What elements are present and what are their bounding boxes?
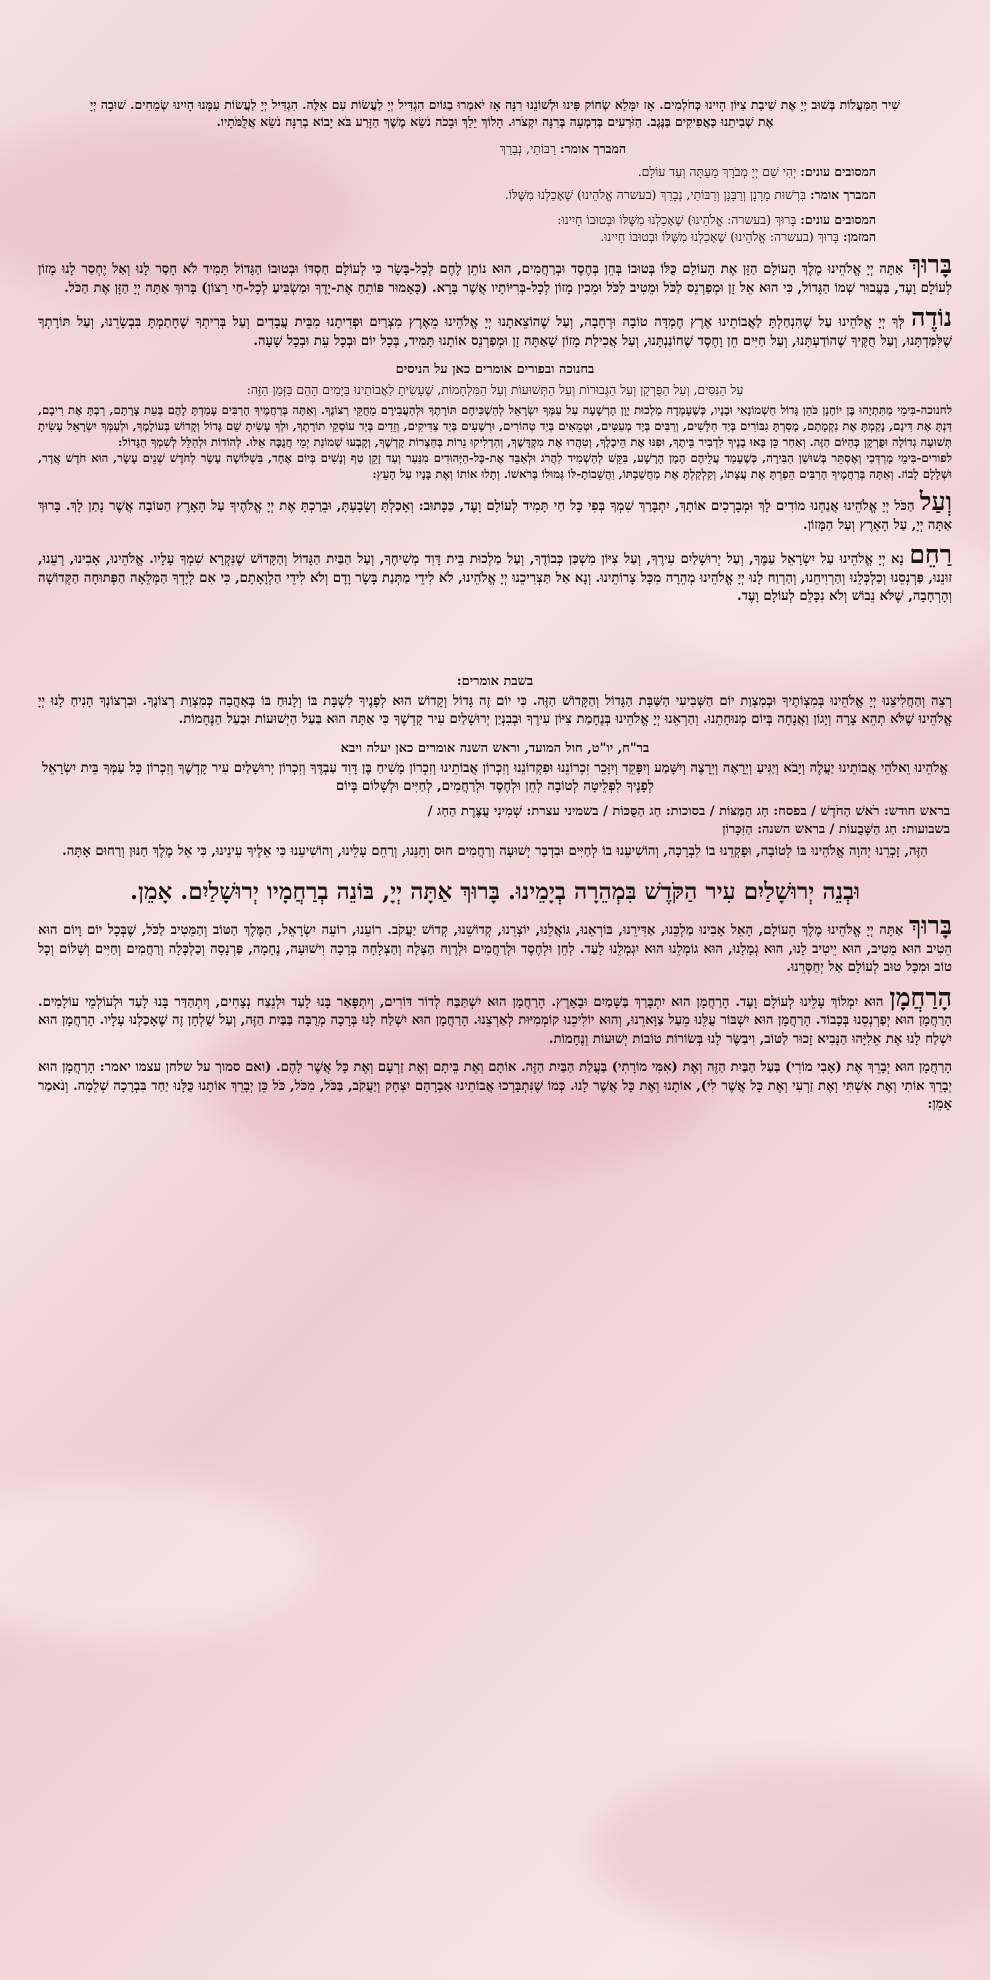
paragraph-text: בִּימֵי מַתִּתְיָהוּ בֶּן יוֹחָנָן כֹּהֵן גָּדוֹל חַשְׁמוֹנָאִי וּבָנָיו, כְּשֶׁעָמְדָה מַלְכוּת יָוָן הָרְשָׁעָה עַל עַמְּךָ יִשְׂרָאֵל לְהַשְׁכִּיחָם תּוֹרָתֶךָ וּלְהַעֲבִירָם מֵחֻקֵּי רְצוֹנֶךָ. וְאַתָּה בְּרַחֲמֶיךָ הָרַבִּים עָמַדְתָּ לָהֶם בְּעֵת צָרָתָם, רַבְתָּ אֶת רִיבָם, דַּנְתָּ אֶת דִּינָם, נָקַמְתָּ אֶת נִקְמָתָם, מָסַרְתָּ גִבּוֹרִים בְּיַד חַלָּשִׁים, וְרַבִּים בְּיַד מְעַטִּים, וּטְמֵאִים בְּיַד טְהוֹרִים, וּרְשָׁעִים בְּיַד צַדִּיקִים, וְזֵדִים בְּיַד עוֹסְקֵי תוֹרָתֶךָ, וּלְךָ עָשִׂיתָ שֵׁם גָּדוֹל וְקָדוֹשׁ בְּעוֹלָמֶךָ, וּלְעַמְּךָ יִשְׂרָאֵל עָשִׂיתָ תְּשׁוּעָה גְדוֹלָה וּפֻרְקָן כְּהַיּוֹם הַזֶּה. וְאַחַר כֵּן בָּאוּ בָנֶיךָ לִדְבִיר בֵּיתֶךָ, וּפִנּוּ אֶת הֵיכָלֶךָ, וְטִהֲרוּ אֶת מִקְדָּשֶׁךָ, וְהִדְלִיקוּ נֵרוֹת בְּחַצְרוֹת קָדְשֶׁךָ, וְקָבְעוּ שְׁמוֹנַת יְמֵי חֲנֻכָּה אֵלּוּ. לְהוֹדוֹת וּלְהַלֵּל לְשִׁמְךָ הַגָּדוֹל: [38, 403, 952, 449]
retzeh-paragraph: רְצֵה וְהַחֲלִיצֵנוּ יְיָ אֱלֹהֵינוּ בְּמִצְוֹתֶיךָ וּבְמִצְוַת יוֹם הַשְּׁבִיעִי הַשַּׁבָּת הַגָּדוֹל וְהַקָּדוֹשׁ הַזֶּה. כִּי יוֹם זֶה גָּדוֹל וְקָדוֹשׁ הוּא לְפָנֶיךָ לִשְׁבָּת בּוֹ וְלָנוּחַ בּוֹ בְּאַהֲבָה כְּמִצְוַת רְצוֹנֶךָ. וּבִרְצוֹנְךָ הָנִיחַ לָנוּ יְיָ אֱלֹהֵינוּ שֶׁלֹּא תְהֵא צָרָה וְיָגוֹן וַאֲנָחָה בְּיוֹם מְנוּחָתֵנוּ. וְהַרְאֵנוּ יְיָ אֱלֹהֵינוּ בְּנֶחָמַת צִיּוֹן עִירֶךָ וּבְבִנְיַן יְרוּשָׁלַיִם עִיר קָדְשֶׁךָ כִּי אַתָּה הוּא בַּעַל הַיְשׁוּעוֹת וּבַעַל הַנֶּחָמוֹת. [38, 693, 952, 727]
opening-word: הָרַחֲמָן [889, 982, 952, 1012]
paragraph-text: נָא יְיָ אֱלֹהֵינוּ עַל יִשְׂרָאֵל עַמֶּךָ, וְעַל יְרוּשָׁלַיִם עִירֶךָ, וְעַל צִיּוֹן מִשְׁכַּן כְּבוֹדֶךָ, וְעַל מַלְכוּת בֵּית דָּוִד מְשִׁיחֶךָ, וְעַל הַבַּיִת הַגָּדוֹל וְהַקָּדוֹשׁ שֶׁנִּקְרָא שִׁמְךָ עָלָיו. אֱלֹהֵינוּ, אָבִינוּ, רְעֵנוּ, זוּנֵנוּ, פַּרְנְסֵנוּ וְכַלְכְּלֵנוּ וְהַרְוִיחֵנוּ, וְהַרְוַח לָנוּ יְיָ אֱלֹהֵינוּ מְהֵרָה מִכָּל צָרוֹתֵינוּ. וְנָא אַל תַּצְרִיכֵנוּ יְיָ אֱלֹהֵינוּ, לֹא לִידֵי מַתְּנַת בָּשָׂר וָדָם וְלֹא לִידֵי הַלְוָאָתָם, כִּי אִם לְיָדְךָ הַמְּלֵאָה הַפְּתוּחָה הַקְּדוֹשָׁה וְהָרְחָבָה, שֶׁלֹּא נֵבוֹשׁ וְלֹא נִכָּלֵם לְעוֹלָם וָעֶד. [38, 552, 952, 604]
zimun-text: רַבּוֹתַי, נְבָרֵךְ [499, 141, 556, 156]
opening-word: נוֹדֶה [911, 303, 952, 332]
paragraph-label: לחנוכה- [915, 403, 952, 417]
zimun-section [38, 140, 952, 245]
veal-hakol-paragraph [38, 487, 952, 535]
yaaleh-vyavo-paragraph: אֱלֹהֵינוּ וֵאלֹהֵי אֲבוֹתֵינוּ יַעֲלֶה וְיָבֹא וְיַגִּיעַ וְיֵרָאֶה וְיֵרָצֶה וְיִשָּׁמַע וְיִפָּקֵד וְיִזָּכֵר זִכְרוֹנֵנוּ וּפִקְדוֹנֵנוּ וְזִכְרוֹן אֲבוֹתֵינוּ וְזִכְרוֹן מָשִׁיחַ בֶּן דָּוִד עַבְדֶּךָ וְזִכְרוֹן יְרוּשָׁלַיִם עִיר קָדְשֶׁךָ וְזִכְרוֹן כָּל עַמְּךָ בֵּית יִשְׂרָאֵל לְפָנֶיךָ לִפְלֵיטָה לְטוֹבָה לְחֵן וּלְחֶסֶד וּלְרַחֲמִים, לְחַיִּים וּלְשָׁלוֹם בְּיוֹם [42, 760, 948, 794]
zimun-label: המברך אומר: [559, 141, 626, 156]
paragraph-text: הַכֹּל יְיָ אֱלֹהֵינוּ אֲנַחְנוּ מוֹדִים לָךְ וּמְבָרְכִים אוֹתָךְ, יִתְבָּרַךְ שִׁמְךָ בְּפִי כָּל חַי תָּמִיד לְעוֹלָם וָעֶד, כַּכָּתוּב: וְאָכַלְתָּ וְשָׂבָעְתָּ, וּבֵרַכְתָּ אֶת יְיָ אֱלֹהֶיךָ עַל הָאָרֶץ הַטּוֹבָה אֲשֶׁר נָתַן לָךְ. בָּרוּךְ אַתָּה יְיָ, עַל הָאָרֶץ וְעַל הַמָּזוֹן. [38, 499, 952, 533]
paragraph-text: בִּימֵי מָרְדְּכַי וְאֶסְתֵּר בְּשׁוּשַׁן הַבִּירָה, כְּשֶׁעָמַד עֲלֵיהֶם הָמָן הָרָשָׁע, בִּקֵּשׁ לְהַשְׁמִיד לַהֲרֹג וּלְאַבֵּד אֶת-כָּל-הַיְּהוּדִים מִנַּעַר וְעַד זָקֵן טַף וְנָשִׁים בְּיוֹם אֶחָד, בִּשְׁלוֹשָׁה עָשָׂר לְחֹדֶשׁ שְׁנֵים עָשָׂר, הוּא חֹדֶשׁ אֲדָר, וּשְׁלָלָם לָבוֹז. וְאַתָּה בְּרַחֲמֶיךָ הָרַבִּים הֵפַרְתָּ אֶת עֲצָתוֹ, וְקִלְקַלְתָּ אֶת מַחֲשַׁבְתּוֹ, וַהֲשֵׁבוֹתָ-לּוֹ גְּמוּלוֹ בְּרֹאשׁוֹ. וְתָלוּ אוֹתוֹ וְאֶת בָּנָיו עַל הָעֵץ: [38, 451, 952, 481]
baruch-hatov-paragraph [38, 911, 952, 978]
nodeh-paragraph [38, 303, 952, 351]
zimun-text: בָּרוּךְ (בעשרה: אֱלֹהֵינוּ) שֶׁאָכַלְנוּ מִשֶּׁלּוֹ וּבְטוּבוֹ חָיִינוּ. [600, 229, 840, 244]
purim-paragraph [38, 450, 952, 482]
chanukah-purim-header: בחנוכה ובפורים אומרים כאן על הניסים [395, 362, 595, 377]
zimun-line [114, 211, 876, 228]
zimun-line [114, 186, 876, 203]
zimun-text: בָּרוּךְ (בעשרה: אֱלֹהֵינוּ) שֶׁאָכַלְנוּ מִשֶּׁלּוֹ וּבְטוּבוֹ חָיִינוּ: [557, 212, 797, 227]
zimun-label: המסובים עונים: [800, 212, 876, 227]
shabbat-header: בשבת אומרים: [456, 673, 534, 689]
al-hanisim-intro: עַל הַנִּסִּים, וְעַל הַפֻּרְקָן וְעַל הַגְּבוּרוֹת וְעַל הַתְּשׁוּעוֹת וְעַל הַמִּלְחָמוֹת, שֶׁעָשִׂיתָ לַאֲבוֹתֵינוּ בַּיָּמִים הָהֵם בַּזְּמַן הַזֶּה: [246, 382, 744, 397]
zimun-line [114, 163, 876, 180]
yaaleh-vyavo-header: בר"ח, יו"ט, חול המועד, וראש השנה אומרים כאן יעלה ויבא [340, 740, 650, 756]
holiday-list: בשבועות: חַג הַשָּׁבֻעוֹת / בראש השנה: הַזִּכָּרוֹן [722, 821, 950, 837]
paragraph-text: אַתָּה יְיָ אֱלֹהֵינוּ מֶלֶךְ הָעוֹלָם, הָאֵל אָבִינוּ מַלְכֵּנוּ, אַדִּירֵנוּ, בּוֹרְאֵנוּ, גּוֹאֲלֵנוּ, יוֹצְרֵנוּ, קְדוֹשֵׁנוּ, קְדוֹשׁ יַעֲקֹב. רוֹעֵנוּ, רוֹעֵה יִשְׂרָאֵל, הַמֶּלֶךְ הַטּוֹב וְהַמֵּטִיב לַכֹּל, שֶׁבְּכָל יוֹם וָיוֹם הוּא הֵטִיב הוּא מֵטִיב, הוּא יֵיטִיב לָנוּ, הוּא גְמָלָנוּ, הוּא גוֹמְלֵנוּ הוּא יִגְמְלֵנוּ לָעַד. לְחֵן וּלְחֶסֶד וּלְרַחֲמִים וּלְרֶוַח הַצָּלָה וְהַצְלָחָה בְּרָכָה וִישׁוּעָה, נֶחָמָה, פַּרְנָסָה וְכַלְכָּלָה וְרַחֲמִים וְחַיִּים וְשָׁלוֹם וְכָל טוֹב וּמִכָּל טוּב לְעוֹלָם אַל יְחַסְּרֵנוּ. [38, 923, 952, 975]
opening-word: וְעַל [919, 487, 952, 516]
harachaman-paragraph [38, 982, 952, 1050]
shir-hamaalot: שִׁיר הַמַּעֲלוֹת בְּשׁוּב יְיָ אֶת שִׁיבַת צִיּוֹן הָיִינוּ כְּחֹלְמִים. אָז יִמָּלֵא שְׂחוֹק פִּינוּ וּלְשׁוֹנֵנוּ רִנָּה אָז יֹאמְרוּ בַגּוֹיִם הִגְדִּיל יְיָ לַעֲשׂוֹת עִם אֵלֶּה. הִגְדִּיל יְיָ לַעֲשׂוֹת עִמָּנוּ הָיִינוּ שְׂמֵחִים. שׁוּבָה יְיָ אֶת שְׁבִיתֵנוּ כַּאֲפִיקִים בַּנֶּגֶב. הַזֹּרְעִים בְּדִמְעָה בְּרִנָּה יִקְצֹרוּ. הָלוֹךְ יֵלֵךְ וּבָכֹה נֹשֵׂא מֶשֶׁךְ הַזָּרַע בֹּא יָבוֹא בְרִנָּה נֹשֵׂא אֲלֻמֹּתָיו. [89, 97, 900, 129]
paragraph-text: לְּךָ יְיָ אֱלֹהֵינוּ עַל שֶׁהִנְחַלְתָּ לַאֲבוֹתֵינוּ אֶרֶץ חֶמְדָּה טוֹבָה וּרְחָבָה, וְעַל שֶׁהוֹצֵאתָנוּ יְיָ אֱלֹהֵינוּ מֵאֶרֶץ מִצְרַיִם וּפְדִיתָנוּ מִבֵּית עֲבָדִים וְעַל בְּרִיתְךָ שֶׁחָתַמְתָּ בִּבְשָׂרֵנוּ, וְעַל תּוֹרָתְךָ שֶׁלִּמַּדְתָּנוּ, וְעַל חֻקֶּיךָ שֶׁהוֹדַעְתָּנוּ, וְעַל חַיִּים חֵן וָחֶסֶד שֶׁחוֹנַנְתָּנוּ, וְעַל אֲכִילַת מָזוֹן שָׁאַתָּה זָן וּמְפַרְנֵס אוֹתָנוּ תָּמִיד, בְּכָל יוֹם וּבְכָל עֵת וּבְכָל שָׁעָה. [38, 315, 952, 349]
zimun-label: המזמן: [842, 229, 876, 244]
zimun-label: המברך אומר: [809, 187, 876, 202]
zimun-label: המסובים עונים: [800, 164, 876, 179]
opening-word: בָּרוּךְ [908, 250, 952, 279]
paragraph-label: לפורים- [916, 451, 952, 465]
harachaman-yevarech-paragraph: הָרַחֲמָן הוּא יְבָרֵךְ אֶת (אָבִי מוֹרִי) בַּעַל הַבַּיִת הַזֶּה וְאֶת (אִמִּי מוֹרָתִי) בַּעֲלַת הַבַּיִת הַזֶּה. אוֹתָם וְאֶת בֵּיתָם וְאֶת זַרְעָם וְאֶת כָּל אֲשֶׁר לָהֶם. (ואם סמוך על שלחן עצמו יאמר: הָרַחֲמָן הוּא יְבָרֵךְ אוֹתִי וְאֶת אִשְׁתִּי וְאֶת זַרְעִי וְאֶת כָּל אֲשֶׁר לִי), אוֹתָנוּ וְאֶת כָּל אֲשֶׁר לָנוּ. כְּמוֹ שֶׁנִּתְבָּרְכוּ אֲבוֹתֵינוּ אַבְרָהָם יִצְחָק וְיַעֲקֹב, בַּכֹּל, מִכֹּל, כֹּל כֵּן יְבָרֵךְ אוֹתָנוּ כֻּלָּנוּ יַחַד בִּבְרָכָה שְׁלֵמָה. וְנֹאמַר אָמֵן: [38, 1060, 952, 1112]
section-gap [38, 617, 952, 673]
hazeh-paragraph: הַזֶּה, זָכְרֵנוּ יְהוָה אֱלֹהֵינוּ בּוֹ לְטוֹבָה, וּפָקְדֵנוּ בוֹ לִבְרָכָה, וְהוֹשִׁיעֵנוּ בוֹ לְחַיִּים וּבִדְבַר יְשׁוּעָה וְרַחֲמִים חוּס וְחָנֵּנוּ, וְרַחֵם עָלֵינוּ, וְהוֹשִׁיעֵנוּ כִּי אֵלֶיךָ עֵינֵינוּ, כִּי אֵל מֶלֶךְ חַנּוּן וְרַחוּם אָתָּה. [62, 843, 928, 859]
baruch-hazan-paragraph [38, 250, 952, 298]
opening-word: בָּרוּךְ [908, 911, 952, 940]
paragraph-text: אַתָּה יְיָ אֱלֹהֵינוּ מֶלֶךְ הָעוֹלָם הַזָּן אֶת הָעוֹלָם כֻּלּוֹ בְּטוּבוֹ בְּחֵן בְּחֶסֶד וּבְרַחֲמִים, הוּא נוֹתֵן לֶחֶם לְכָל-בָּשָׂר כִּי לְעוֹלָם חַסְדּוֹ וּבְטוּבוֹ הַגָּדוֹל תָּמִיד לֹא חָסַר לָנוּ וְאַל יֶחְסַר לָנוּ מָזוֹן לְעוֹלָם וָעֶד, בַּעֲבוּר שְׁמוֹ הַגָּדוֹל, כִּי הוּא אֵל זָן וּמְפַרְנֵס לַכֹּל וּמֵטִיב לַכֹּל וּמֵכִין מָזוֹן לְכָל-בְּרִיּוֹתָיו אֲשֶׁר בָּרָא. (כָּאָמוּר פּוֹתֵחַ אֶת-יָדֶךָ וּמַשְׂבִּיעַ לְכָל-חַי רָצוֹן) בָּרוּךְ אַתָּה יְיָ הַזָּן אֶת הַכֹּל. [38, 262, 952, 296]
holiday-list: בראש חודש: רֹאשׁ הַחֹדֶשׁ / בפסח: חַג הַמַּצּוֹת / בסוכות: חַג הַסֻּכּוֹת / בשמיני עצרת: שְׁמִינִי עֲצֶרֶת הַחַג / [427, 803, 950, 819]
zimun-text: בִּרְשׁוּת מָרָנָן וְרַבָּנָן וְרַבּוֹתַי, נְבָרֵךְ (בעשרה אֱלֹהֵינוּ) שֶׁאָכַלְנוּ מִשֶּׁלּוֹ. [504, 187, 806, 202]
opening-word: רַחֵם [909, 540, 952, 569]
paragraph-text: הוּא יִמְלוֹךְ עָלֵינוּ לְעוֹלָם וָעֶד. הָרַחֲמָן הוּא יִתְבָּרַךְ בַּשָּׁמַיִם וּבָאָרֶץ. הָרַחֲמָן הוּא יִשְׁתַּבַּח לְדוֹר דּוֹרִים, וְיִתְפָּאַר בָּנוּ לָעַד וּלְנֵצַח נְצָחִים, וְיִתְהַדַּר בָּנוּ לָעַד וּלְעוֹלְמֵי עוֹלָמִים. הָרַחֲמָן הוּא יְפַרְנְסֵנוּ בְּכָבוֹד. הָרַחֲמָן הוּא יִשְׁבּוֹר עֻלֵּנוּ מֵעַל צַוָּארֵנוּ, וְהוּא יוֹלִיכֵנוּ קוֹמְמִיּוּת לְאַרְצֵנוּ. הָרַחֲמָן הוּא יִשְׁלַח לָנוּ בְּרָכָה מְרֻבָּה בַּבַּיִת הַזֶּה, וְעַל שֻׁלְחָן זֶה שֶׁאָכַלְנוּ עָלָיו. הָרַחֲמָן הוּא יִשְׁלַח לָנוּ אֶת אֵלִיָּהוּ הַנָּבִיא זָכוּר לַטּוֹב, וִיבַשֶּׂר לָנוּ בְּשׂוֹרוֹת טוֹבוֹת יְשׁוּעוֹת וְנֶחָמוֹת. [38, 994, 952, 1047]
rachem-paragraph [38, 540, 952, 607]
zimun-text: יְהִי שֵׁם יְיָ מְבֹרָךְ מֵעַתָּה וְעַד עוֹלָם. [637, 164, 797, 179]
zimun-line [114, 140, 876, 157]
uvneh-yerushalayim-heading: וּבְנֵה יְרוּשָׁלַיִם עִיר הַקֹּדֶשׁ בִּמְהֵרָה בְיָמֵינוּ. בָּרוּךְ אַתָּה יְיָ, בּוֹנֵה בְרַחֲמָיו יְרוּשָׁלַיִם. אָמֵן. [129, 878, 861, 905]
chanukah-paragraph [38, 402, 952, 450]
zimun-line [114, 228, 876, 245]
